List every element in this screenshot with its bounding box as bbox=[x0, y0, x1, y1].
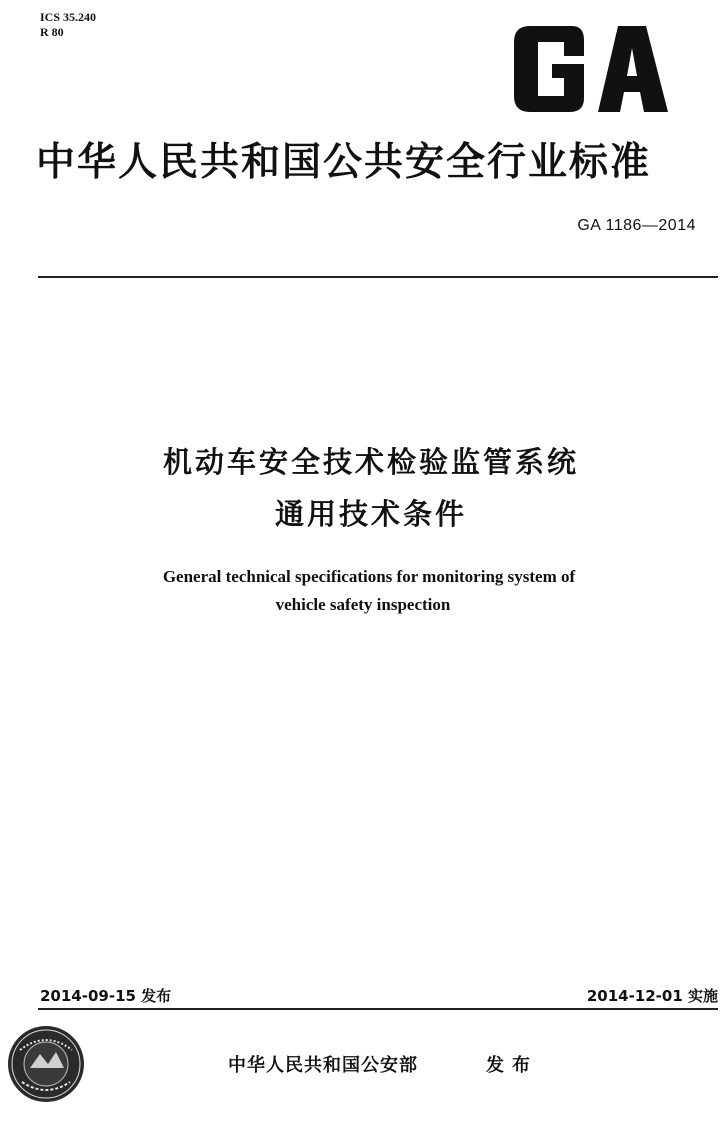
standard-name: 中华人民共和国公共安全行业标准 bbox=[36, 140, 652, 185]
footer-divider bbox=[38, 1008, 718, 1010]
ga-logo bbox=[510, 26, 670, 112]
title-cn-line1: 机动车安全技术检验监管系统 bbox=[162, 445, 579, 479]
header-divider bbox=[38, 276, 718, 278]
implementation-date: 2014-12-01 实施 bbox=[586, 987, 718, 1005]
publish-label: 发布 bbox=[486, 1055, 538, 1076]
title-en-line1: General technical specifications for monitoring system of bbox=[162, 567, 576, 586]
publisher-name: 中华人民共和国公安部 bbox=[228, 1055, 418, 1076]
issue-date: 2014-09-15 发布 bbox=[40, 987, 172, 1005]
title-cn-line2: 通用技术条件 bbox=[274, 497, 467, 531]
standard-code: GA 1186—2014 bbox=[577, 217, 696, 234]
ics-code: ICS 35.240 bbox=[40, 10, 97, 24]
ccs-code: R 80 bbox=[40, 25, 64, 39]
classification-codes bbox=[40, 10, 96, 40]
seal-stamp bbox=[6, 1024, 86, 1104]
title-en-line2: vehicle safety inspection bbox=[275, 595, 451, 614]
